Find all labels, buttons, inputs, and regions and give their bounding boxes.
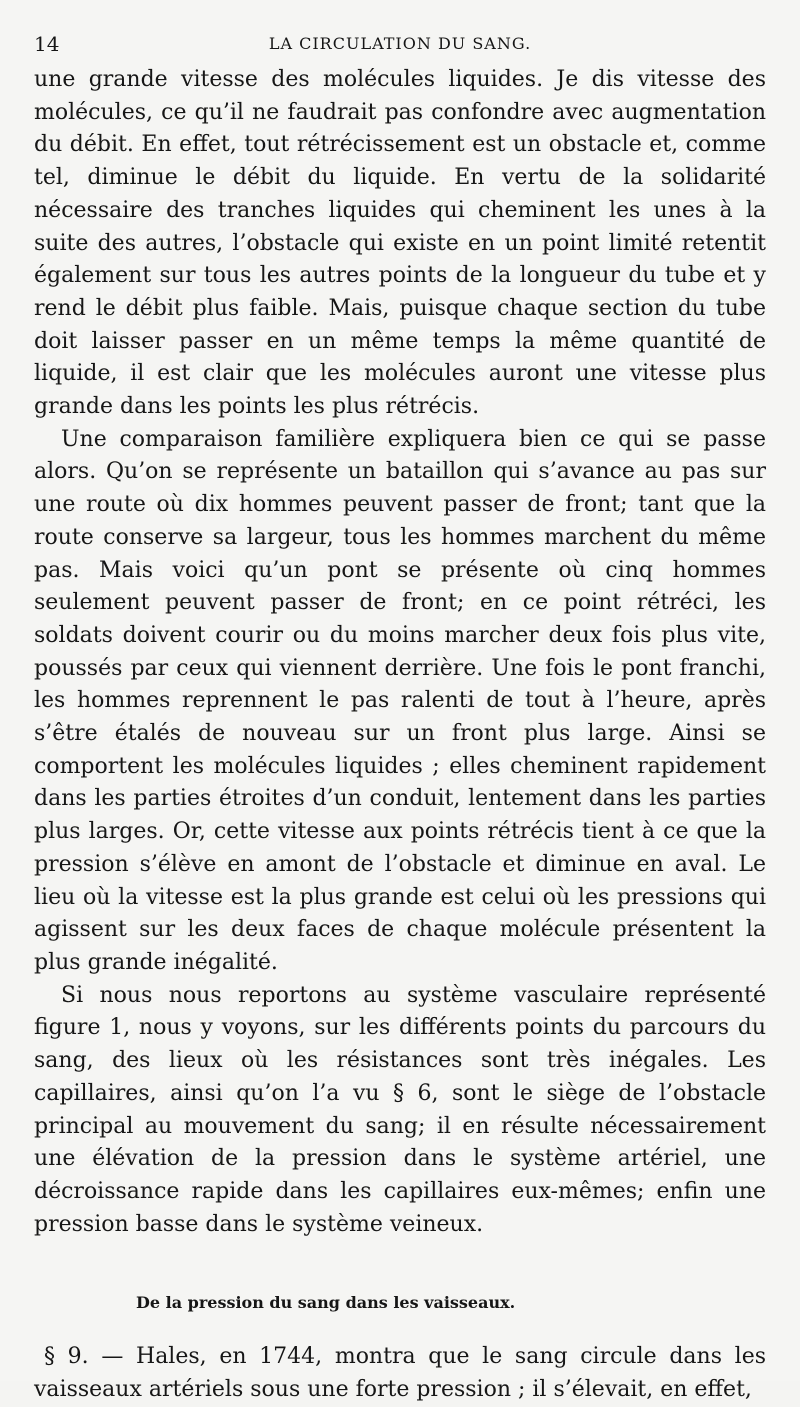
body-text (34, 64, 766, 1407)
running-head (34, 28, 766, 64)
paragraph-vascular-system: Si nous nous reportons au système vasculaire représenté figure 1, nous y voyons, sur les différents points du parcours du sang, des lieux où les résistances sont très inégales. Les capillaires, ainsi qu’on l’a vu § 6, sont le siège de l’obstacle principal au mouvement du sang; il en résulte nécessairement une élévation de la pression dans le système artériel, une décroissance rapide dans les capillaires eux-mêmes; enfin une pression basse dans le système veineux. (34, 982, 766, 1237)
running-title: LA CIRCULATION DU SANG. (268, 34, 532, 53)
page-number: 14 (34, 32, 60, 56)
paragraph-comparison: Une comparaison familière expliquera bien ce qui se passe alors. Qu’on se représente un bataillon qui s’avance au pas sur une route où dix hommes peuvent passer de front; tant que la route conserve sa largeur, tous les hommes marchent du même pas. Mais voici qu’un pont se présente où cinq hommes seulement peuvent passer de front; en ce point rétréci, les soldats doivent courir ou du moins marcher deux fois plus vite, poussés par ceux qui viennent derrière. Une fois le pont franchi, les hommes reprennent le pas ralenti de tout à l’heure, après s’être étalés de nouveau sur un front plus large. Ainsi se comportent les molécules liquides ; elles cheminent rapidement dans les parties étroites d’un conduit, lentement dans les parties plus larges. Or, cette vitesse aux points rétrécis tient à ce que la pression s’élève en amont de l’obstacle et diminue en aval. Le lieu où la vitesse est la plus grande est celui où les pressions qui agissent sur les deux faces de chaque molécule présentent la plus grande inégalité. (34, 426, 766, 975)
paragraph-continuation: une grande vitesse des molécules liquides. Je dis vitesse des molécules, ce qu’il ne faudrait pas confondre avec augmentation du débit. En effet, tout rétrécissement est un obstacle et, comme tel, diminue le débit du liquide. En vertu de la solidarité nécessaire des tranches liquides qui cheminent les unes à la suite des autres, l’obstacle qui existe en un point limité retentit également sur tous les autres points de la longueur du tube et y rend le débit plus faible. Mais, puisque chaque section du tube doit laisser passer en un même temps la même quantité de liquide, il est clair que les molécules auront une vitesse plus grande dans les points les plus rétrécis. (34, 67, 766, 420)
section-text: — Hales, en 1744, montra que le sang circule dans les vaisseaux artériels sous une forte pression ; il s’élevait, en effet, (34, 1344, 766, 1403)
section-heading: De la pression du sang dans les vaisseaux. (136, 1293, 516, 1313)
section-paragraph (34, 1341, 766, 1406)
section-number: § 9. (44, 1344, 89, 1370)
